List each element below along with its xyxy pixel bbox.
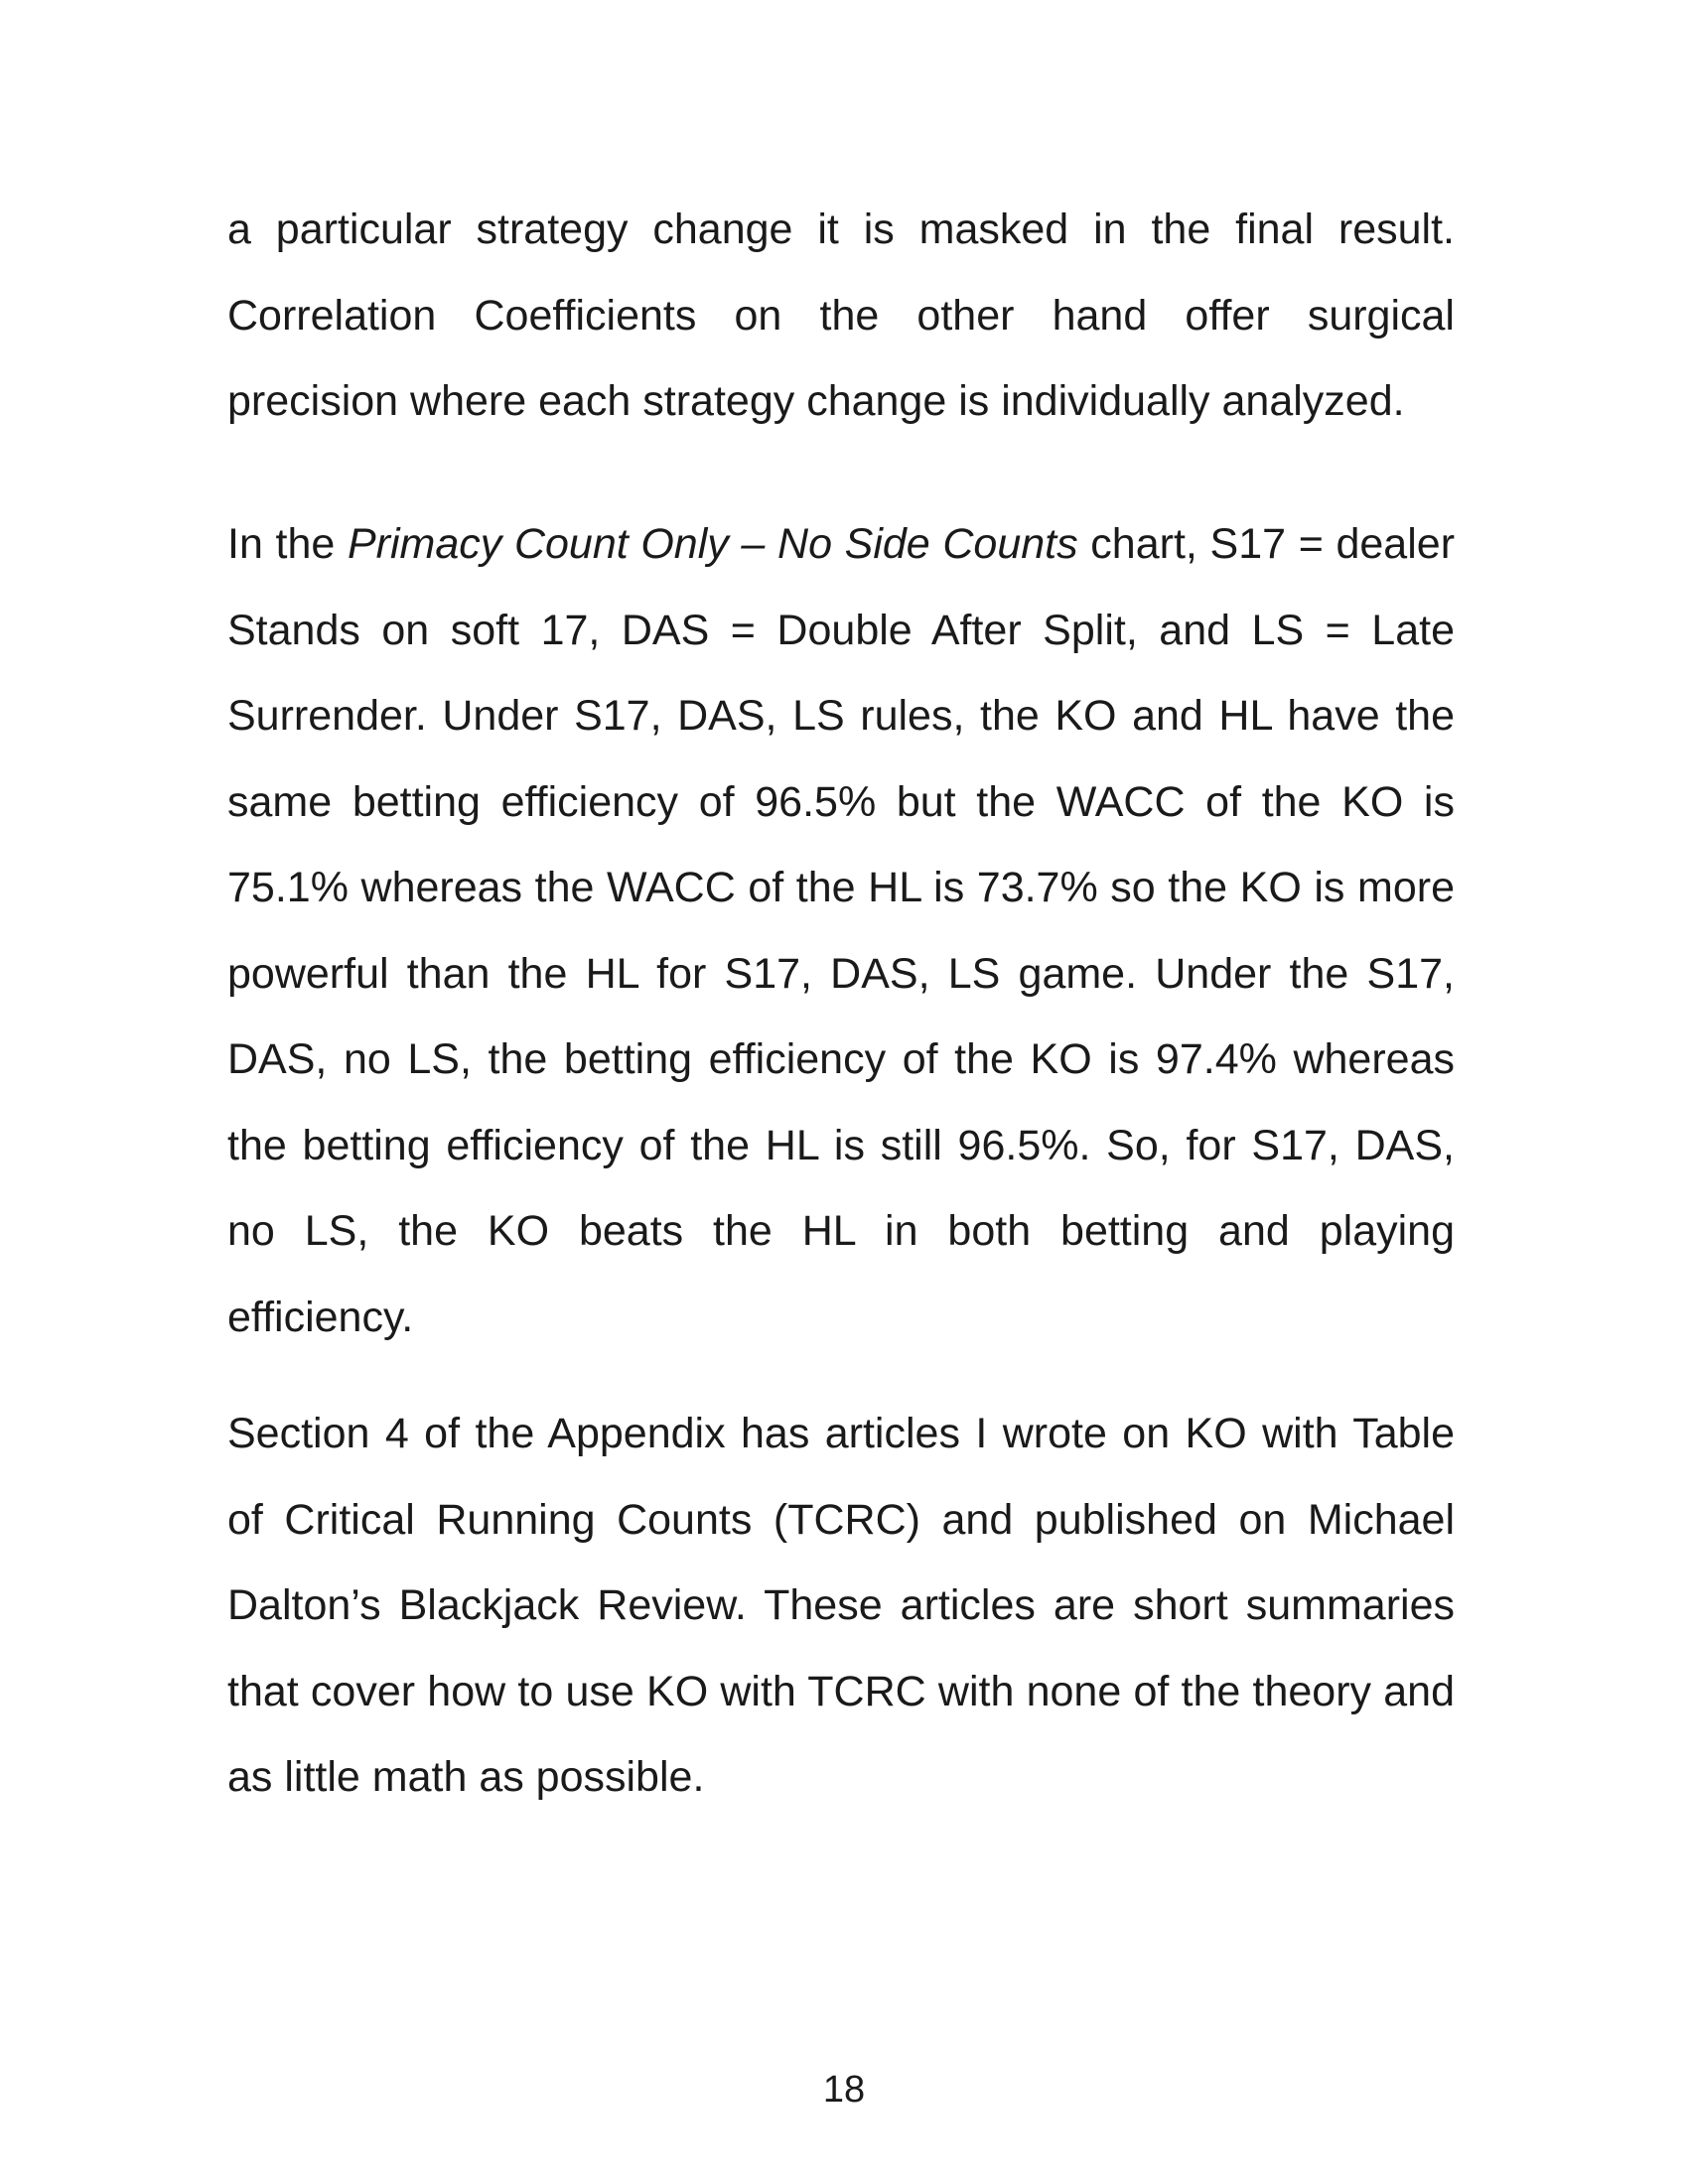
paragraph-2-lead: In the <box>227 520 348 568</box>
paragraph-2 <box>227 501 1455 1360</box>
paragraph-3 <box>227 1391 1455 1821</box>
paragraph-2-body: chart, S17 = dealer Stands on soft 17, DAS = Double After Split, and LS = Late Surrender. Under S17, DAS, LS rules, the KO and HL have the same betting efficiency of 96.5% but the WACC of the KO is 75.1% whereas the WACC of the HL is 73.7% so the KO is more powerful than the HL for S17, DAS, LS game. Under the S17, DAS, no LS, the betting efficiency of the KO is 97.4% whereas the betting efficiency of the HL is still 96.5%. So, for S17, DAS, no LS, the KO beats the HL in both betting and playing efficiency. <box>227 520 1456 1341</box>
paragraph-3-text: Section 4 of the Appendix has articles I wrote on KO with Table of Critical Running Counts (TCRC) and published on Michael Dalton’s Blackjack Review. These articles are short summaries that cover how to use KO with TCRC with none of the theory and as little math as possible. <box>227 1410 1455 1801</box>
paragraph-1 <box>227 187 1455 445</box>
chart-title-reference: Primacy Count Only – No Side Counts <box>347 520 1078 568</box>
page-number: 18 <box>822 2069 866 2111</box>
paragraph-1-text: a particular strategy change it is masked in the final result. Correlation Coefficients on the other hand offer surgical precision where each strategy change is individually analyzed. <box>227 205 1455 425</box>
paragraph-2-text <box>227 501 1455 1360</box>
